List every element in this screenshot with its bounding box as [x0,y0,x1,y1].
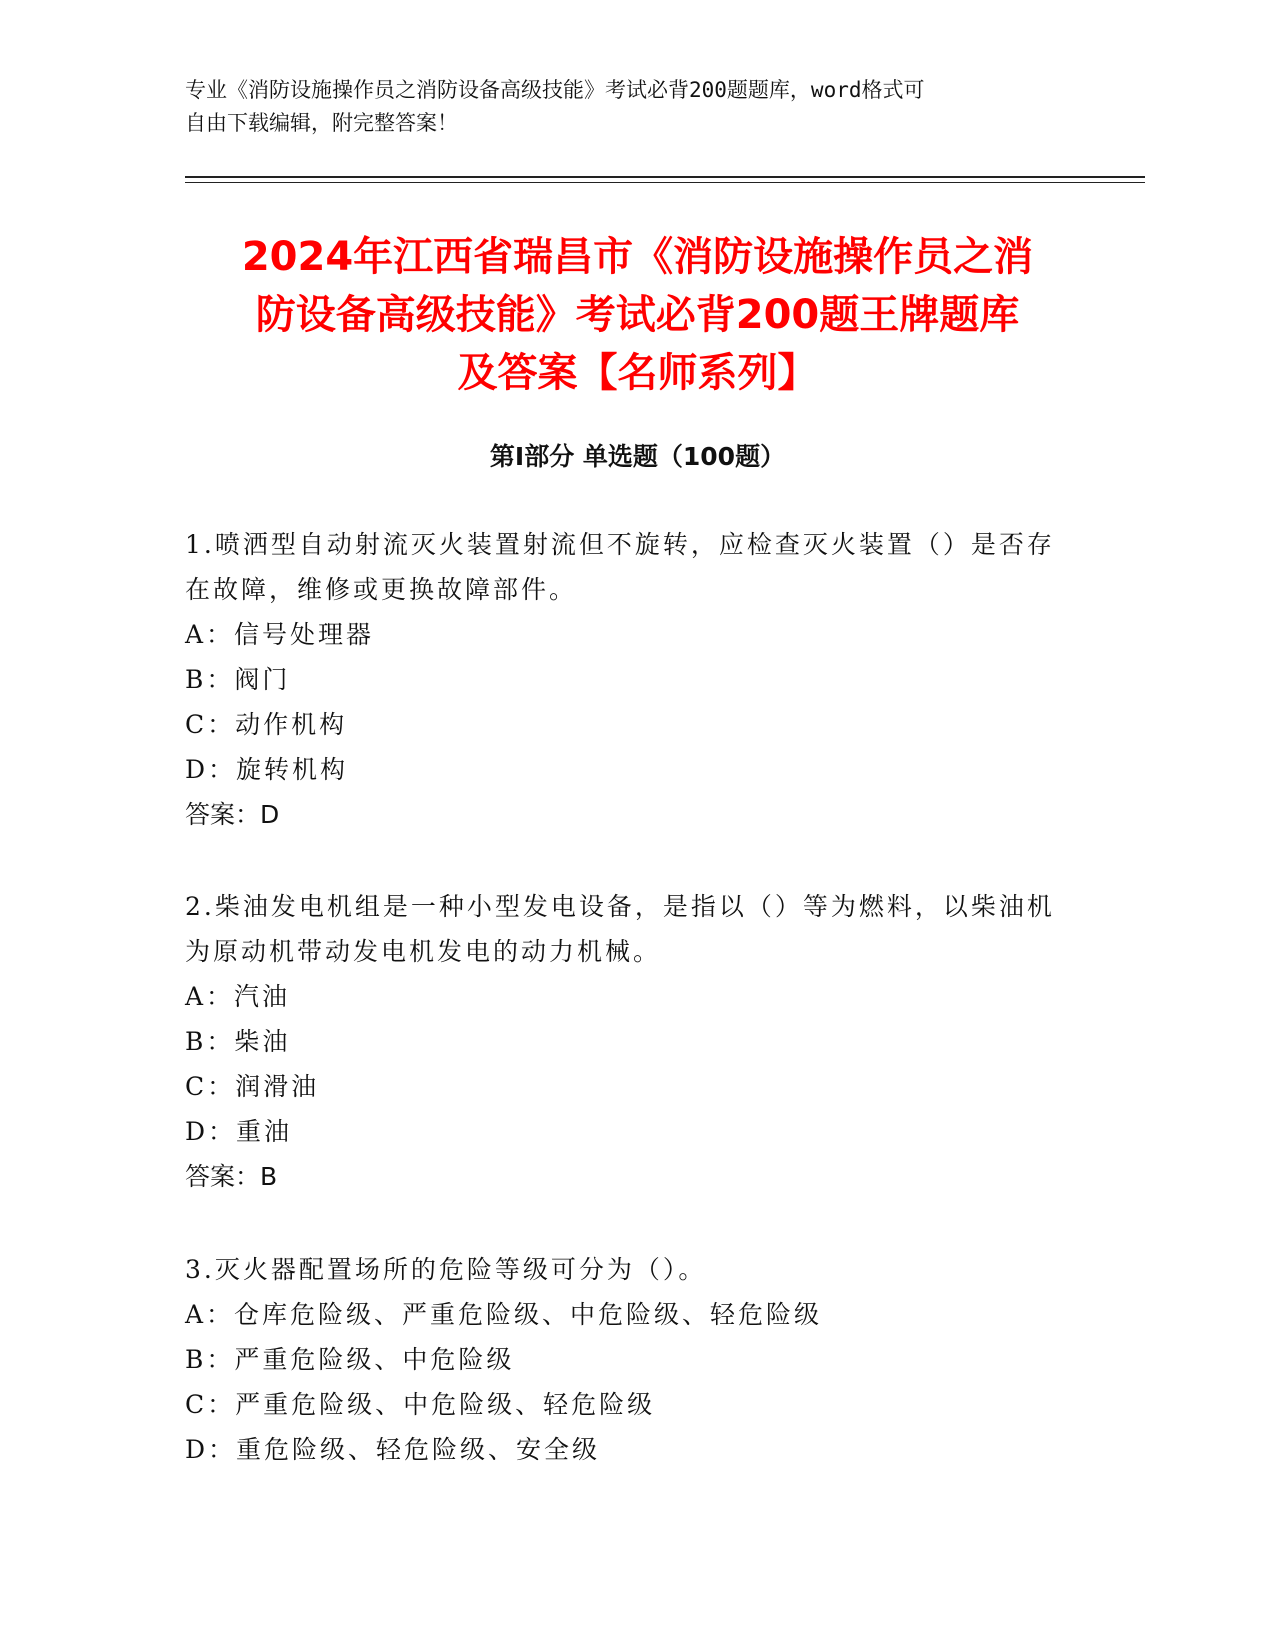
question-stem: 2.柴油发电机组是一种小型发电设备，是指以（）等为燃料，以柴油机为原动机带动发电机发电的动力机械。 [185,892,1055,966]
document-header [185,74,1065,140]
question-2 [185,884,1065,1199]
option-b: B：阀门 [185,665,291,694]
question-stem: 1.喷洒型自动射流灭火装置射流但不旋转，应检查灭火装置（）是否存在故障，维修或更换故障部件。 [185,530,1055,604]
document-title [150,228,1125,402]
option-b: B：严重危险级、中危险级 [185,1345,515,1374]
header-line-2: 自由下载编辑，附完整答案！ [185,111,458,135]
answer: 答案：D [185,800,280,829]
option-c: C：动作机构 [185,710,348,739]
answer: 答案：B [185,1162,278,1191]
section-heading: 第I部分 单选题（100题） [489,442,786,471]
question-stem: 3.灭火器配置场所的危险等级可分为（）。 [185,1255,707,1284]
question-3 [185,1247,1065,1472]
header-divider-thick [185,176,1145,178]
option-a: A：仓库危险级、严重危险级、中危险级、轻危险级 [185,1300,823,1329]
header-divider-thin [185,182,1145,183]
question-1 [185,522,1065,837]
title-line-3: 及答案【名师系列】 [457,350,818,396]
title-line-2: 防设备高级技能》考试必背200题王牌题库 [255,292,1020,338]
option-d: D：重危险级、轻危险级、安全级 [185,1435,601,1464]
option-d: D：旋转机构 [185,755,349,784]
option-d: D：重油 [185,1117,293,1146]
option-c: C：严重危险级、中危险级、轻危险级 [185,1390,656,1419]
option-c: C：润滑油 [185,1072,320,1101]
title-line-1: 2024年江西省瑞昌市《消防设施操作员之消 [241,234,1034,280]
option-a: A：信号处理器 [185,620,375,649]
option-a: A：汽油 [185,982,291,1011]
header-line-1: 专业《消防设施操作员之消防设备高级技能》考试必背200题题库，word格式可 [185,78,925,102]
option-b: B：柴油 [185,1027,291,1056]
